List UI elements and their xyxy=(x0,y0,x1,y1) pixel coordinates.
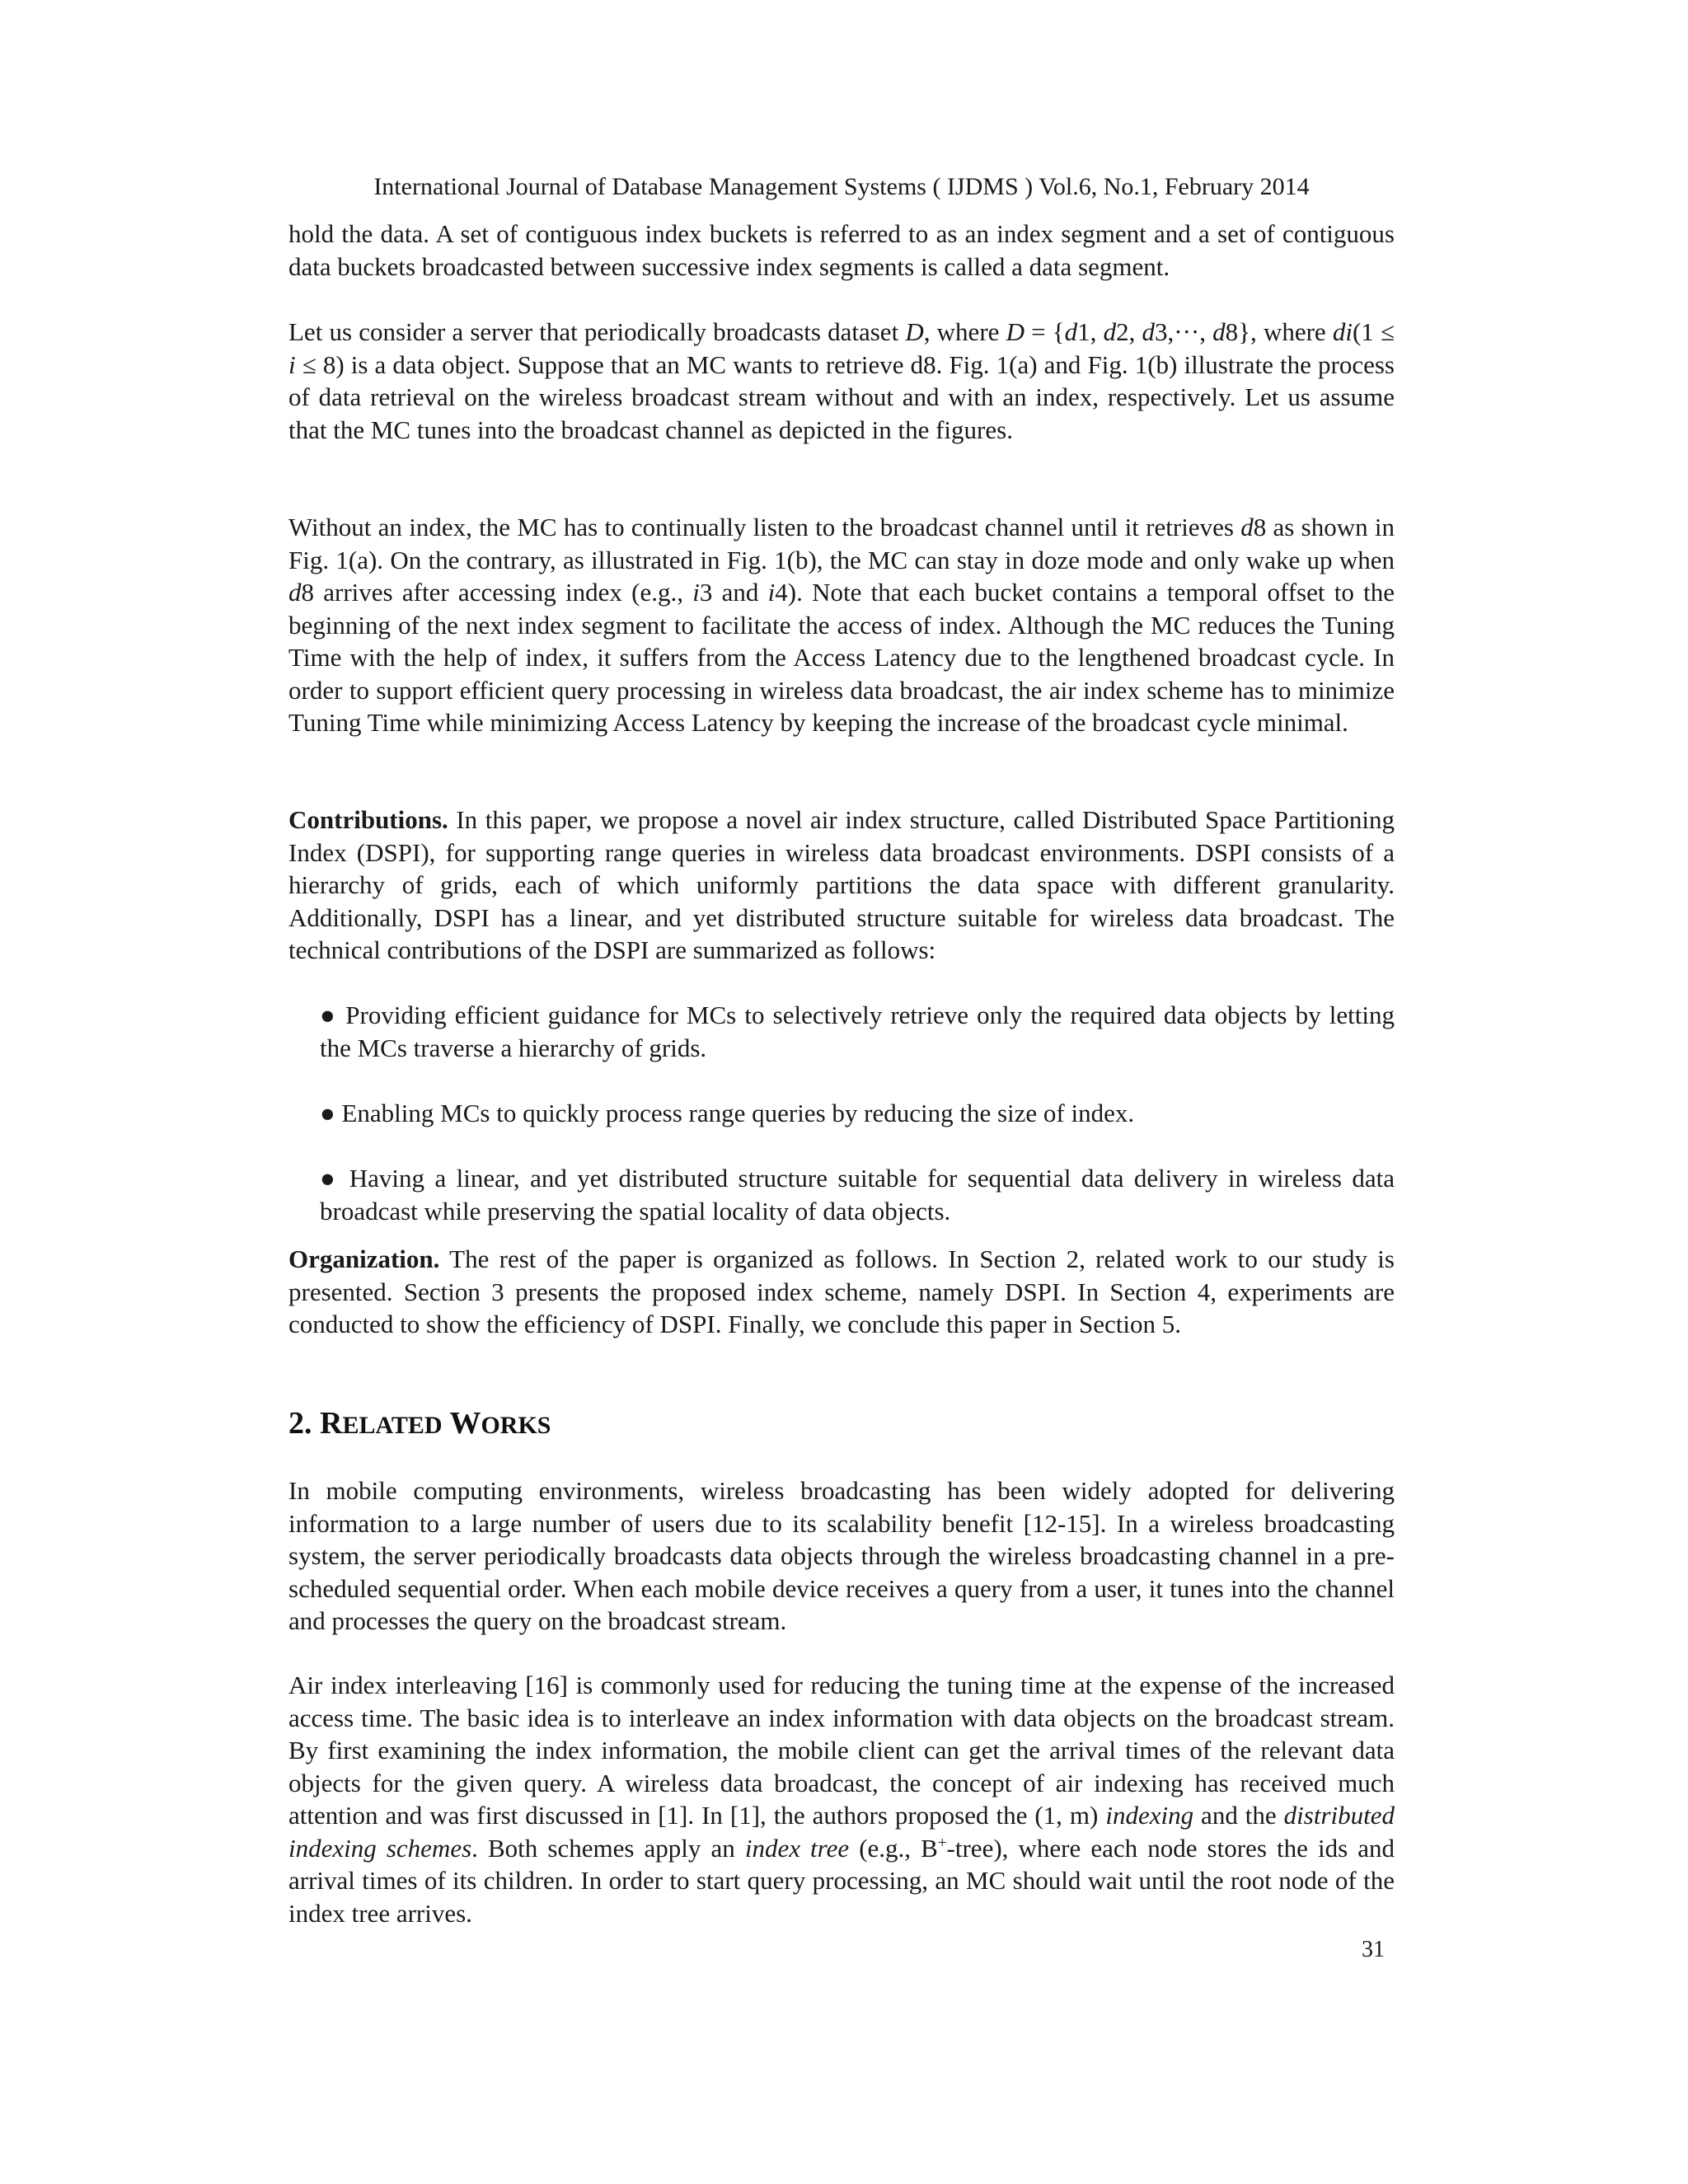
bullet-item: ● Providing efficient guidance for MCs to selectively retrieve only the required data objects by letting the MCs traverse a hierarchy of grids. xyxy=(320,1001,1395,1062)
paragraph-server-broadcast: Let us consider a server that periodically broadcasts dataset D, where D = {d1, d2, d3,···, d8}, where di(1 ≤ i ≤ 8) is a data object. Suppose that an MC wants to retrieve d8. Fig. 1(a) and Fig. 1(b) illustrate the process of data retrieval on the wireless broadcast stream without and with an index, respectively. Let us assume that the MC tunes into the broadcast channel as depicted in the figures. xyxy=(288,317,1395,444)
paragraph-without-index: Without an index, the MC has to continually listen to the broadcast channel until it retrieves d8 as shown in Fig. 1(a). On the contrary, as illustrated in Fig. 1(b), the MC can stay in doze mode and only wake up when d8 arrives after accessing index (e.g., i3 and i4). Note that each bucket contains a temporal offset to the beginning of the next index segment to facilitate the access of index. Although the MC reduces the Tuning Time with the help of index, it suffers from the Access Latency due to the lengthened broadcast cycle. In order to support efficient query processing in wireless data broadcast, the air index scheme has to minimize Tuning Time while minimizing Access Latency by keeping the increase of the broadcast cycle minimal. xyxy=(288,513,1395,737)
bullet-item: ● Having a linear, and yet distributed structure suitable for sequential data delivery in wireless data broadcast while preserving the spatial locality of data objects. xyxy=(320,1164,1395,1226)
running-header: International Journal of Database Management Systems ( IJDMS ) Vol.6, No.1, February 2014 xyxy=(373,173,1310,200)
bullet-item: ● Enabling MCs to quickly process range queries by reducing the size of index. xyxy=(320,1099,1135,1127)
paragraph-data-segment: hold the data. A set of contiguous index buckets is referred to as an index segment and a set of contiguous data buckets broadcasted between successive index segments is called a data segment. xyxy=(288,219,1395,281)
paragraph-air-index: Air index interleaving [16] is commonly used for reducing the tuning time at the expense of the increased access time. The basic idea is to interleave an index information with data objects on the broadcast stream. By first examining the index information, the mobile client can get the arrival times of the relevant data objects for the given query. A wireless data broadcast, the concept of air indexing has received much attention and was first discussed in [1]. In [1], the authors proposed the (1, m) indexing and the distributed indexing schemes. Both schemes apply an index tree (e.g., B+-tree), where each node stores the ids and arrival times of its children. In order to start query processing, an MC should wait until the root node of the index tree arrives. xyxy=(288,1671,1395,1928)
section-heading-related-works: 2. RELATED WORKS xyxy=(288,1406,551,1441)
paragraph-mobile-computing: In mobile computing environments, wireless broadcasting has been widely adopted for delivering information to a large number of users due to its scalability benefit [12-15]. In a wireless broadcasting system, the server periodically broadcasts data objects through the wireless broadcasting channel in a pre-scheduled sequential order. When each mobile device receives a query from a user, it tunes into the channel and processes the query on the broadcast stream. xyxy=(288,1476,1395,1635)
paragraph-contributions: Contributions. In this paper, we propose a novel air index structure, called Distributed Space Partitioning Index (DSPI), for supporting range queries in wireless data broadcast environments. DSPI consists of a hierarchy of grids, each of which uniformly partitions the data space with different granularity. Additionally, DSPI has a linear, and yet distributed structure suitable for wireless data broadcast. The technical contributions of the DSPI are summarized as follows: xyxy=(288,805,1395,964)
page-number: 31 xyxy=(1362,1937,1385,1962)
paragraph-organization: Organization. The rest of the paper is organized as follows. In Section 2, related work to our study is presented. Section 3 presents the proposed index scheme, namely DSPI. In Section 4, experiments are conducted to show the efficiency of DSPI. Finally, we conclude this paper in Section 5. xyxy=(288,1244,1395,1338)
